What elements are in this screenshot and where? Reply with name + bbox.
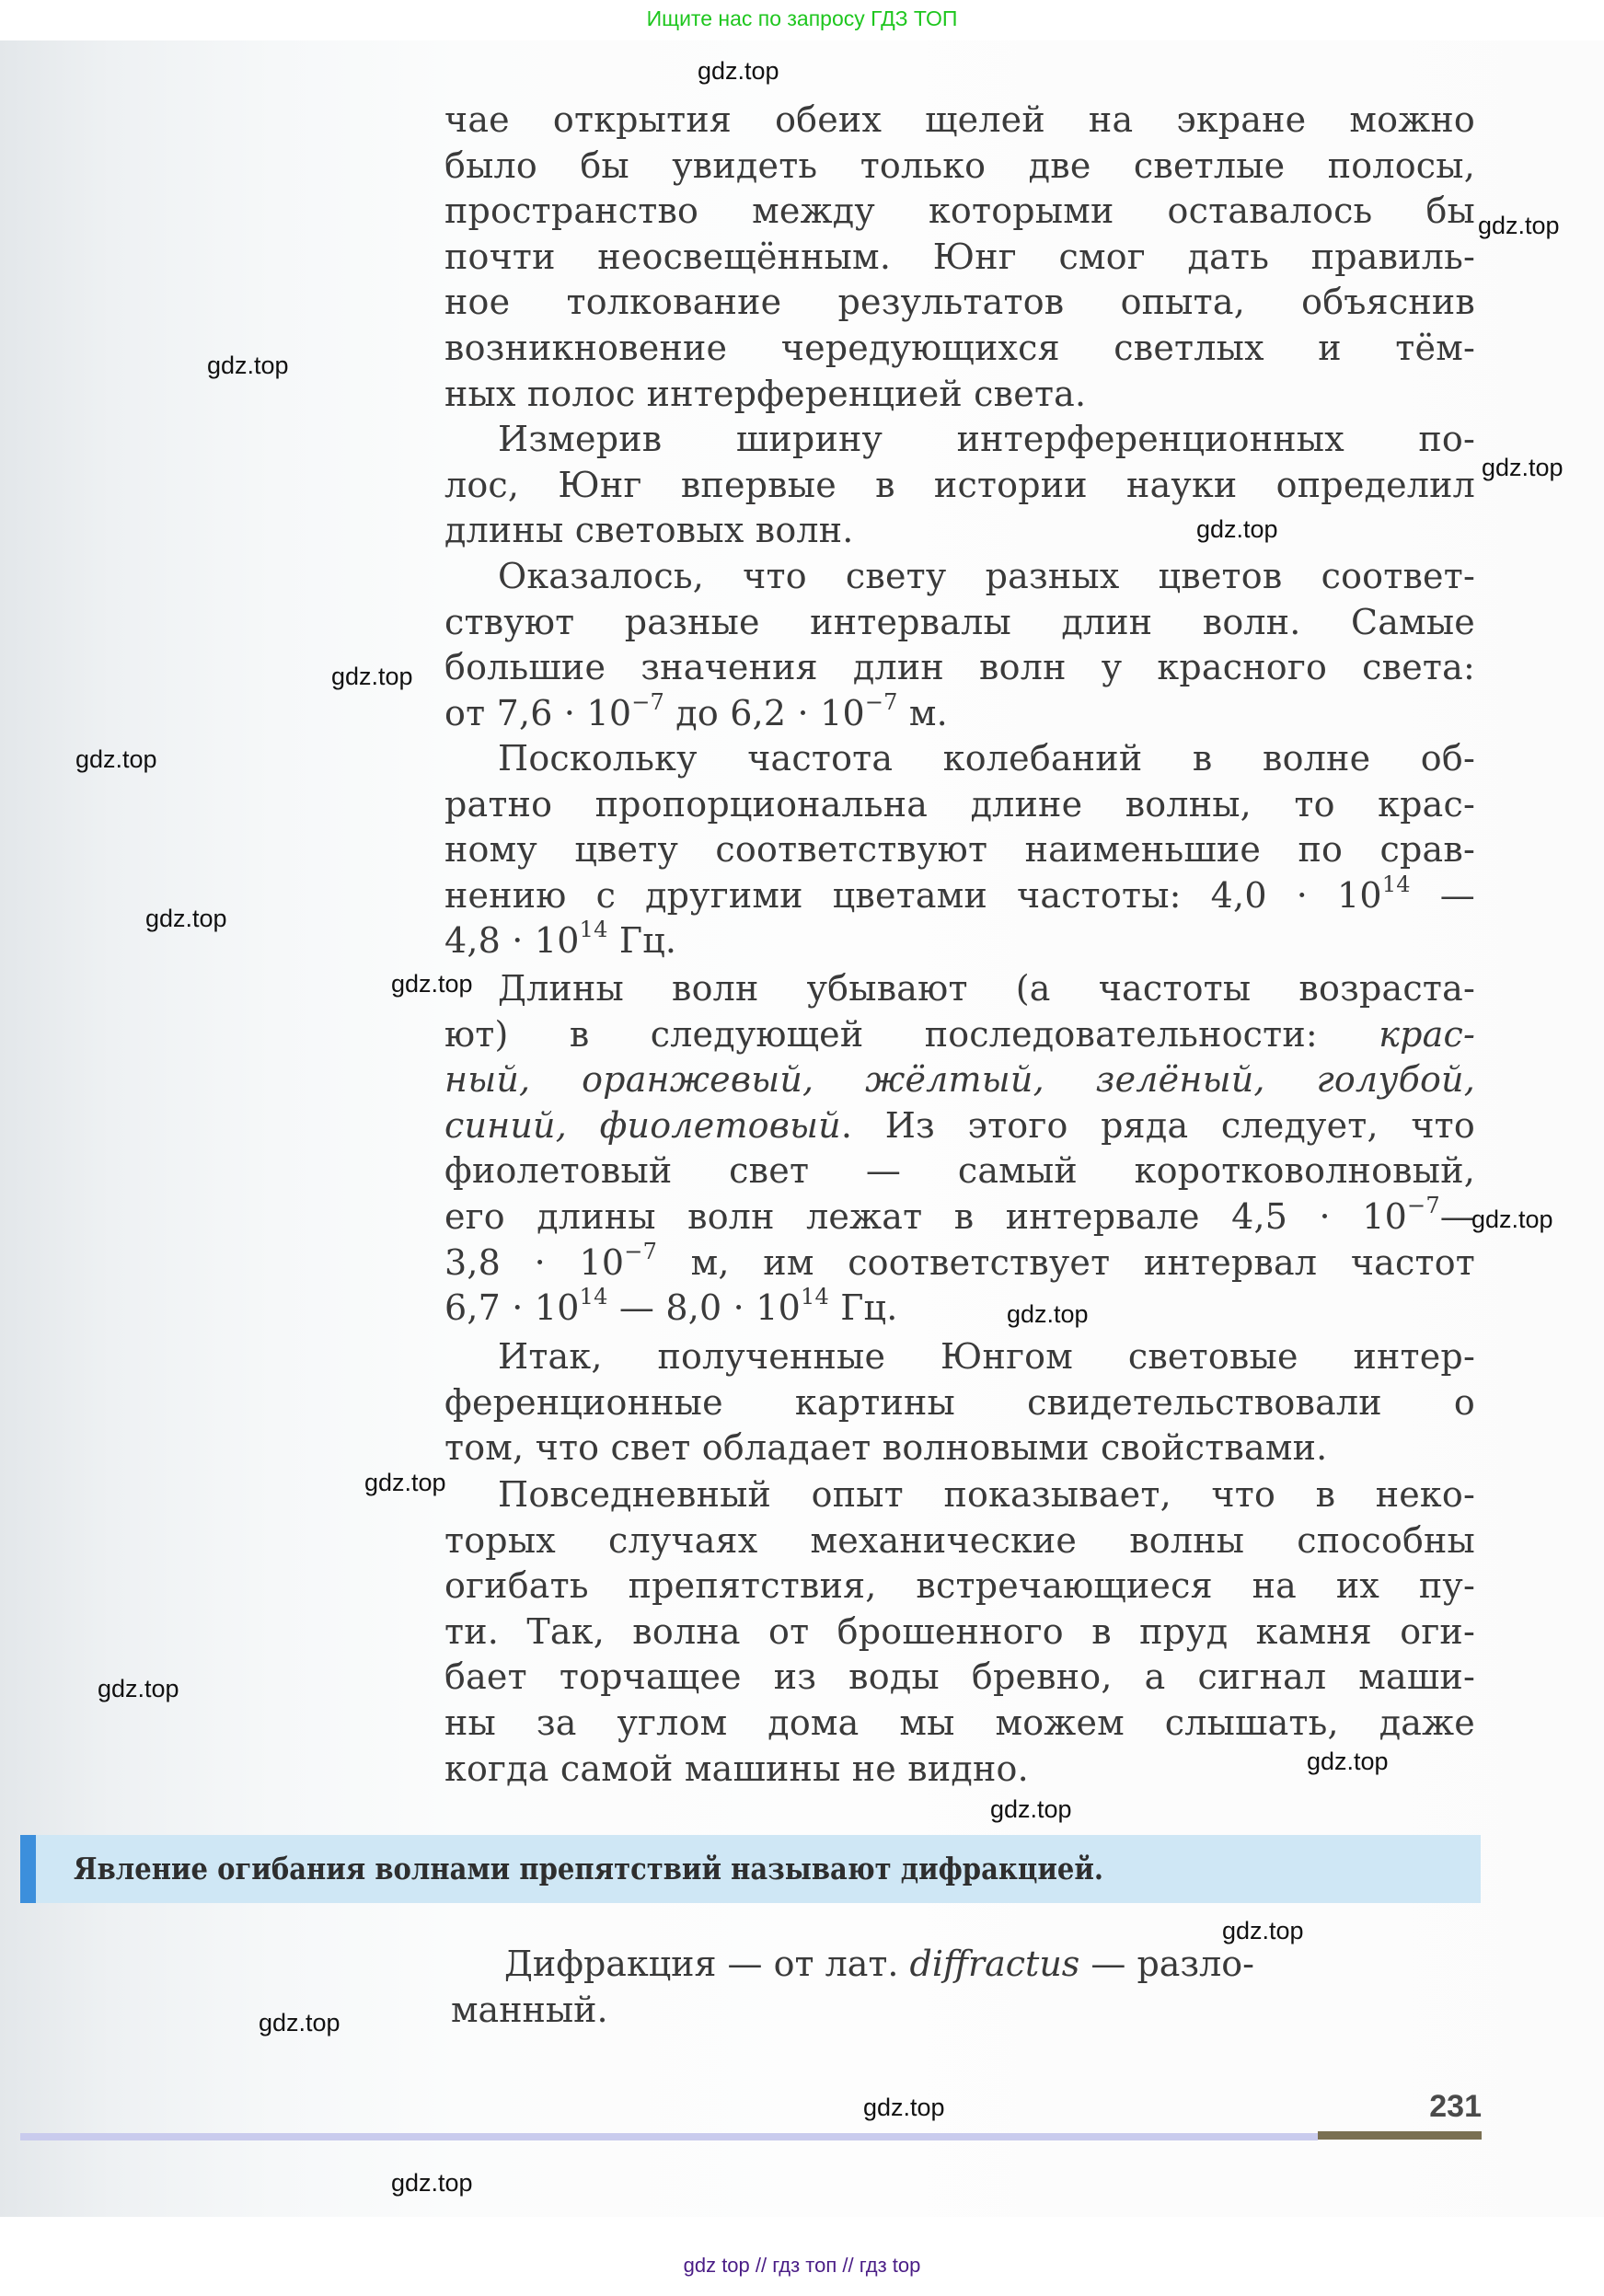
text-line: Повседневный опыт показывает, что в неко- [498,1474,1475,1515]
watermark: gdz.top [1471,1206,1553,1233]
definition-accent-bar [20,1835,36,1903]
paragraph-2 [444,417,1475,554]
watermark: gdz.top [863,2094,945,2121]
watermark: gdz.top [1307,1748,1389,1775]
text-line: чае открытия обеих щелей на экране можно [444,99,1475,140]
formula-line: нению с другими цветами частоты: $4,0 \cdot 10^{14}$ — [444,871,1475,916]
text-line: ны за углом дома мы можем слышать, даже [444,1702,1475,1743]
watermark: gdz.top [698,57,779,85]
formula-line: от $7,6 \cdot 10^{-7}$ до $6,2 \cdot 10^{-7}$ м. [444,688,948,733]
text-line: лос, Юнг впервые в истории науки определил [444,464,1475,505]
footer-rule-accent [1318,2131,1482,2140]
text-line: ствуют разные интервалы длин волн. Самые [444,601,1475,642]
watermark: gdz.top [364,1469,446,1496]
text-line: было бы увидеть только две светлые полосы, [444,144,1475,186]
formula-line: $6,7 \cdot 10^{14}$ — $8,0 \cdot 10^{14}$ Гц. [444,1284,898,1329]
text-line: Итак, полученные Юнгом световые интер- [498,1336,1475,1377]
text-line: ратно пропорциональна длине волны, то крас- [444,783,1475,825]
formula-line: $3,8 \cdot 10^{-7}$ м, им соответствует интервал частот [444,1238,1476,1283]
text-line: возникновение чередующихся светлых и тём- [444,327,1475,368]
watermark: gdz.top [391,2169,473,2197]
text-line: фиолетовый свет — самый коротковолновый, [444,1150,1475,1192]
watermark: gdz.top [391,970,473,998]
text-line: том, что свет обладает волновыми свойствами. [444,1427,1328,1469]
text-line: ный, оранжевый, жёлтый, зелёный, голубой, [444,1059,1475,1101]
watermark: gdz.top [1007,1300,1089,1328]
definition-text: Явление огибания волнами препятствий называют дифракцией. [74,1851,1104,1886]
formula-line: его длины волн лежат в интервале $4,5 \cdot 10^{-7}—$ [444,1193,1475,1237]
text-line: ное толкование результатов опыта, объяснив [444,282,1475,323]
watermark: gdz.top [1222,1917,1304,1944]
text-line: торых случаях механические волны способны [444,1519,1475,1561]
watermark: gdz.top [990,1795,1072,1823]
watermark: gdz.top [207,352,289,379]
text-line: пространство между которыми оставалось бы [444,190,1475,232]
paragraph-7 [444,1472,1475,1792]
text-line: ти. Так, волна от брошенного в пруд камня оги- [444,1610,1475,1652]
definition-box [20,1835,1481,1903]
text-line: бает торчащее из воды бревно, а сигнал маши- [444,1656,1475,1698]
watermark: gdz.top [1478,212,1560,239]
watermark: gdz.top [1196,515,1278,543]
footer-links: gdz top // гдз топ // гдз top [683,2254,921,2277]
search-banner: Ищите нас по запросу ГДЗ ТОП [646,6,958,30]
text-line: ных полос интерференцией света. [444,373,1087,414]
text-line: синий, фиолетовый. Из этого ряда следует, что [444,1104,1475,1146]
text-line: Длины волн убывают (а частоты возраста- [498,968,1475,1009]
page-number: 231 [1429,2089,1482,2124]
text-line: ференционные картины свидетельствовали о [444,1381,1475,1423]
text-line: когда самой машины не видно. [444,1748,1029,1789]
formula-line: $4,8 \cdot 10^{14}$ Гц. [444,917,677,962]
paragraph-5 [444,966,1475,1332]
watermark: gdz.top [145,905,227,932]
text-line: длины световых волн. [444,510,854,551]
text-line: большие значения длин волн у красного света: [444,647,1475,688]
text-line: Измерив ширину интерференционных по- [498,419,1475,459]
etymology-note-cont: манный. [451,1990,608,2030]
watermark: gdz.top [1482,454,1564,481]
paragraph-3 [444,554,1475,736]
text-line: огибать препятствия, встречающиеся на их пу- [444,1565,1475,1607]
paragraph-4 [444,736,1475,964]
watermark: gdz.top [331,663,413,690]
paragraph-1 [444,98,1475,417]
text-line: ют) в следующей последовательности: крас- [444,1013,1475,1055]
watermark: gdz.top [98,1675,179,1702]
text-line: почти неосвещённым. Юнг смог дать правиль- [444,236,1475,277]
watermark: gdz.top [75,745,157,773]
watermark: gdz.top [259,2009,340,2036]
text-line: ному цвету соответствуют наименьшие по срав- [444,829,1475,871]
footer-rule [20,2133,1318,2140]
text-line: Поскольку частота колебаний в волне об- [498,738,1475,779]
etymology-note: Дифракция — от лат. diffractus — разло- [504,1944,1255,1984]
paragraph-6 [444,1334,1475,1471]
text-line: Оказалось, что свету разных цветов соответ- [498,556,1475,596]
